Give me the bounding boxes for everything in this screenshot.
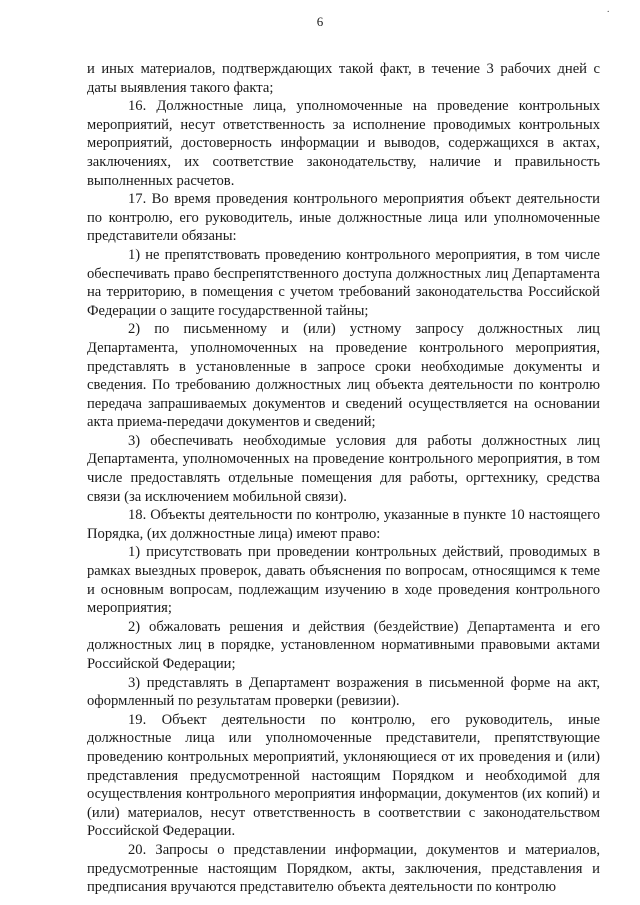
paragraph-17: 17. Во время проведения контрольного мероприятия объект деятельности по контролю, его руководитель, иные должностные лица или уполномоченные представители обязаны:: [87, 191, 600, 245]
page-number: 6: [316, 14, 324, 29]
paragraph-17-item-2: 2) по письменному и (или) устному запросу должностных лиц Департамента, уполномоченных на проведение контрольного мероприятия, представлять в установленные в запросе сроки необходимые документы и сведения. По требованию должностных лиц объекта деятельности по контролю передача запрашиваемых документов и сведений осуществляется на основании акта приема-передачи документов и сведений;: [87, 321, 600, 431]
paragraph-17-item-3: 3) обеспечивать необходимые условия для работы должностных лиц Департамента, уполномоченных на проведение контрольного мероприятия, в том числе предоставлять отдельные помещения для работы, оргтехнику, средства связи (за исключением мобильной связи).: [87, 432, 600, 505]
paragraph-18: 18. Объекты деятельности по контролю, указанные в пункте 10 настоящего Порядка, (их должностные лица) имеют право:: [87, 507, 600, 542]
paragraph-17-item-1: 1) не препятствовать проведению контрольного мероприятия, в том числе обеспечивать право беспрепятственного доступа должностных лиц Департамента на территорию, в помещения с учетом требований законодательства Российской Федерации о защите государственной тайны;: [87, 246, 600, 319]
paragraph-18-item-3: 3) представлять в Департамент возражения в письменной форме на акт, оформленный по результатам проверки (ревизии).: [87, 674, 600, 710]
paragraph-18-item-1: 1) присутствовать при проведении контрольных действий, проводимых в рамках выездных проверок, давать объяснения по вопросам, относящимся к теме и основным вопросам, подлежащим изучению в ходе проведения контрольного мероприятия;: [87, 544, 600, 617]
paragraph-18-item-2: 2) обжаловать решения и действия (бездействие) Департамента и его должностных лиц в порядке, установленном нормативными правовыми актами Российской Федерации;: [87, 618, 600, 672]
document-body: [87, 60, 600, 897]
paragraph-continuation: и иных материалов, подтверждающих такой факт, в течение 3 рабочих дней с даты выявления такого факта;: [87, 61, 600, 96]
paragraph-20: 20. Запросы о представлении информации, документов и материалов, предусмотренные настоящим Порядком, акты, заключения, представления и предписания вручаются представителю объекта деятельности по контролю: [87, 841, 600, 896]
paragraph-16: 16. Должностные лица, уполномоченные на проведение контрольных мероприятий, несут ответственность за исполнение проводимых контрольных мероприятий, достоверность информации и выводов, содержащихся в актах, заключениях, их соответствие законодательству, наличие и правильность выполненных расчетов.: [87, 98, 600, 189]
paragraph-19: 19. Объект деятельности по контролю, его руководитель, иные должностные лица или уполномоченные представители, препятствующие проведению контрольных мероприятий, уклоняющиеся от их проведения и (или) представления предусмотренной настоящим Порядком и необходимой для осуществления контрольного мероприятия информации, документов (их копий) и (или) материалов, несут ответственность в соответствии с законодательством Российской Федерации.: [87, 711, 600, 840]
corner-mark: ·: [606, 6, 610, 18]
